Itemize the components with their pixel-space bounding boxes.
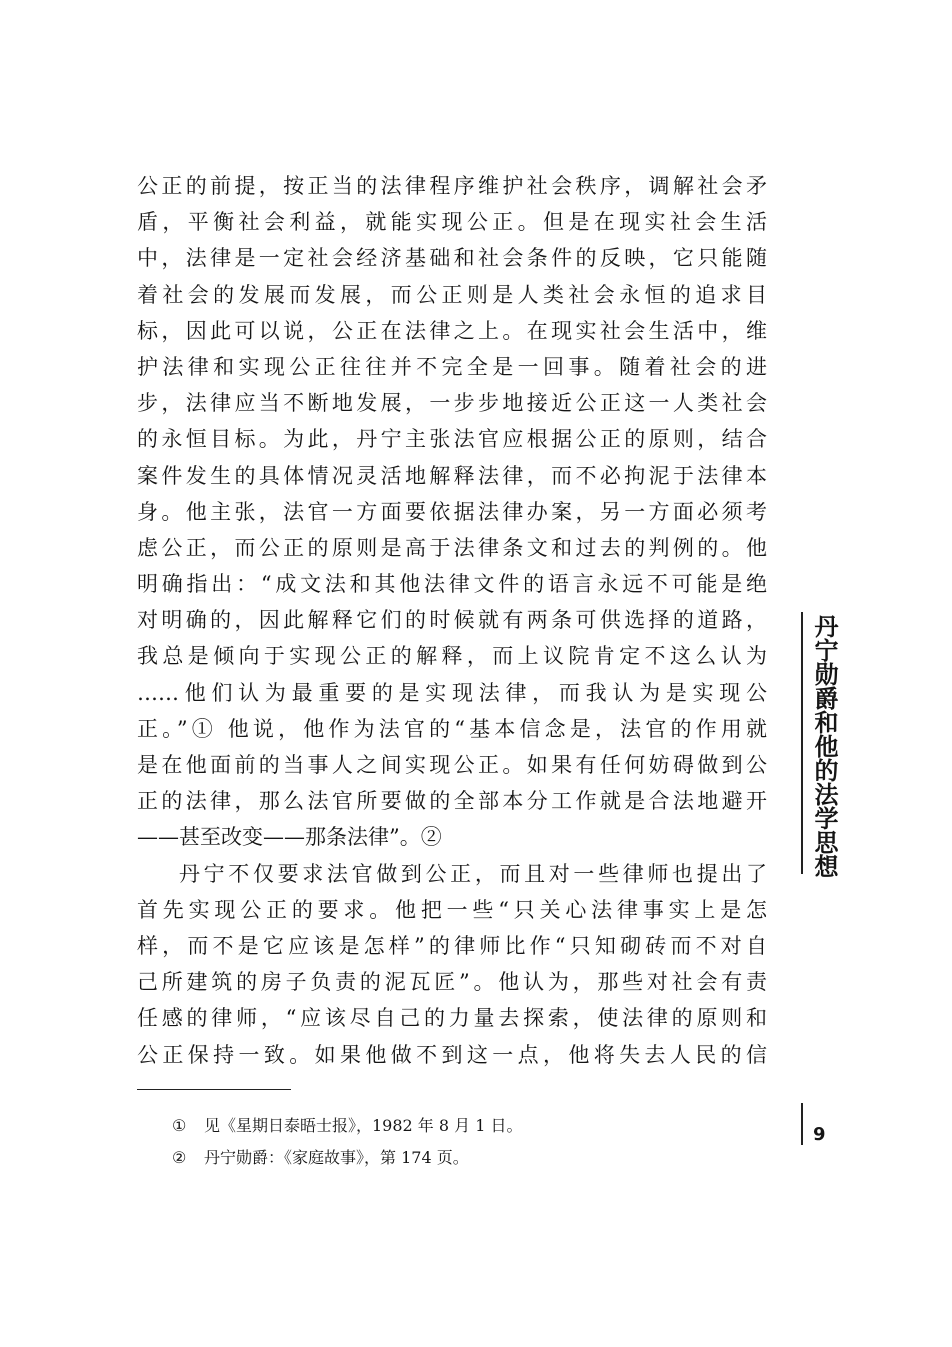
page-number: 9	[813, 1124, 826, 1145]
text-line: 虑公正，而公正的原则是高于法律条文和过去的判例的。他	[137, 535, 767, 560]
page-number-rule	[801, 1103, 803, 1145]
text-line: 任感的律师，“应该尽自己的力量去探索，使法律的原则和	[137, 1006, 767, 1031]
text-line: 的永恒目标。为此，丹宁主张法官应根据公正的原则，结合	[137, 427, 767, 452]
footnote-text: 丹宁勋爵：《家庭故事》，第 174 页。	[204, 1148, 469, 1167]
footnote-text: 见《星期日泰晤士报》，1982 年 8 月 1 日。	[204, 1116, 523, 1135]
text-line: 我总是倾向于实现公正的解释，而上议院肯定不这么认为	[137, 644, 767, 669]
text-line: 首先实现公正的要求。他把一些“只关心法律事实上是怎	[137, 897, 767, 922]
footnote	[172, 1142, 523, 1174]
text-line: 案件发生的具体情况灵活地解释法律，而不必拘泥于法律本	[137, 463, 767, 488]
text-line: 己所建筑的房子负责的泥瓦匠”。他认为，那些对社会有责	[137, 970, 767, 995]
text-line: ——甚至改变——那条法律”。②	[137, 825, 442, 850]
text-line: 着社会的发展而发展，而公正则是人类社会永恒的追求目	[137, 282, 767, 307]
footnote-marker: ①	[172, 1116, 187, 1135]
footnote-divider	[137, 1089, 291, 1090]
text-line: 对明确的，因此解释它们的时候就有两条可供选择的道路，	[137, 608, 767, 633]
running-head: 丹宁勋爵和他的法学思想	[810, 614, 838, 878]
body-text	[137, 168, 767, 1073]
text-line: 明确指出：“成文法和其他法律文件的语言永远不可能是绝	[137, 572, 767, 597]
footnote	[172, 1110, 523, 1142]
text-line: 公正的前提，按正当的法律程序维护社会秩序，调解社会矛	[137, 174, 767, 198]
text-line: 样，而不是它应该是怎样”的律师比作“只知砌砖而不对自	[137, 933, 767, 958]
text-line: 正的法律，那么法官所要做的全部本分工作就是合法地避开	[137, 789, 767, 814]
footnote-marker: ②	[172, 1148, 187, 1167]
text-line: 护法律和实现公正往往并不完全是一回事。随着社会的进	[137, 354, 767, 379]
running-head-rule	[801, 612, 803, 874]
text-line: 是在他面前的当事人之间实现公正。如果有任何妨碍做到公	[137, 753, 767, 777]
text-line: 丹宁不仅要求法官做到公正，而且对一些律师也提出了	[179, 861, 767, 886]
text-line: 正。”① 他说，他作为法官的“基本信念是，法官的作用就	[137, 716, 767, 741]
text-line: 步，法律应当不断地发展，一步步地接近公正这一人类社会	[137, 391, 767, 416]
text-line: 身。他主张，法官一方面要依据法律办案，另一方面必须考	[137, 499, 767, 524]
text-line: 标，因此可以说，公正在法律之上。在现实社会生活中，维	[137, 318, 767, 343]
text-line: 中，法律是一定社会经济基础和社会条件的反映，它只能随	[137, 246, 767, 271]
text-line: 盾，平衡社会利益，就能实现公正。但是在现实社会生活	[137, 210, 767, 235]
text-line: ……他们认为最重要的是实现法律，而我认为是实现公	[137, 680, 767, 705]
footnotes	[172, 1110, 523, 1174]
text-line: 公正保持一致。如果他做不到这一点，他将失去人民的信	[137, 1042, 767, 1067]
